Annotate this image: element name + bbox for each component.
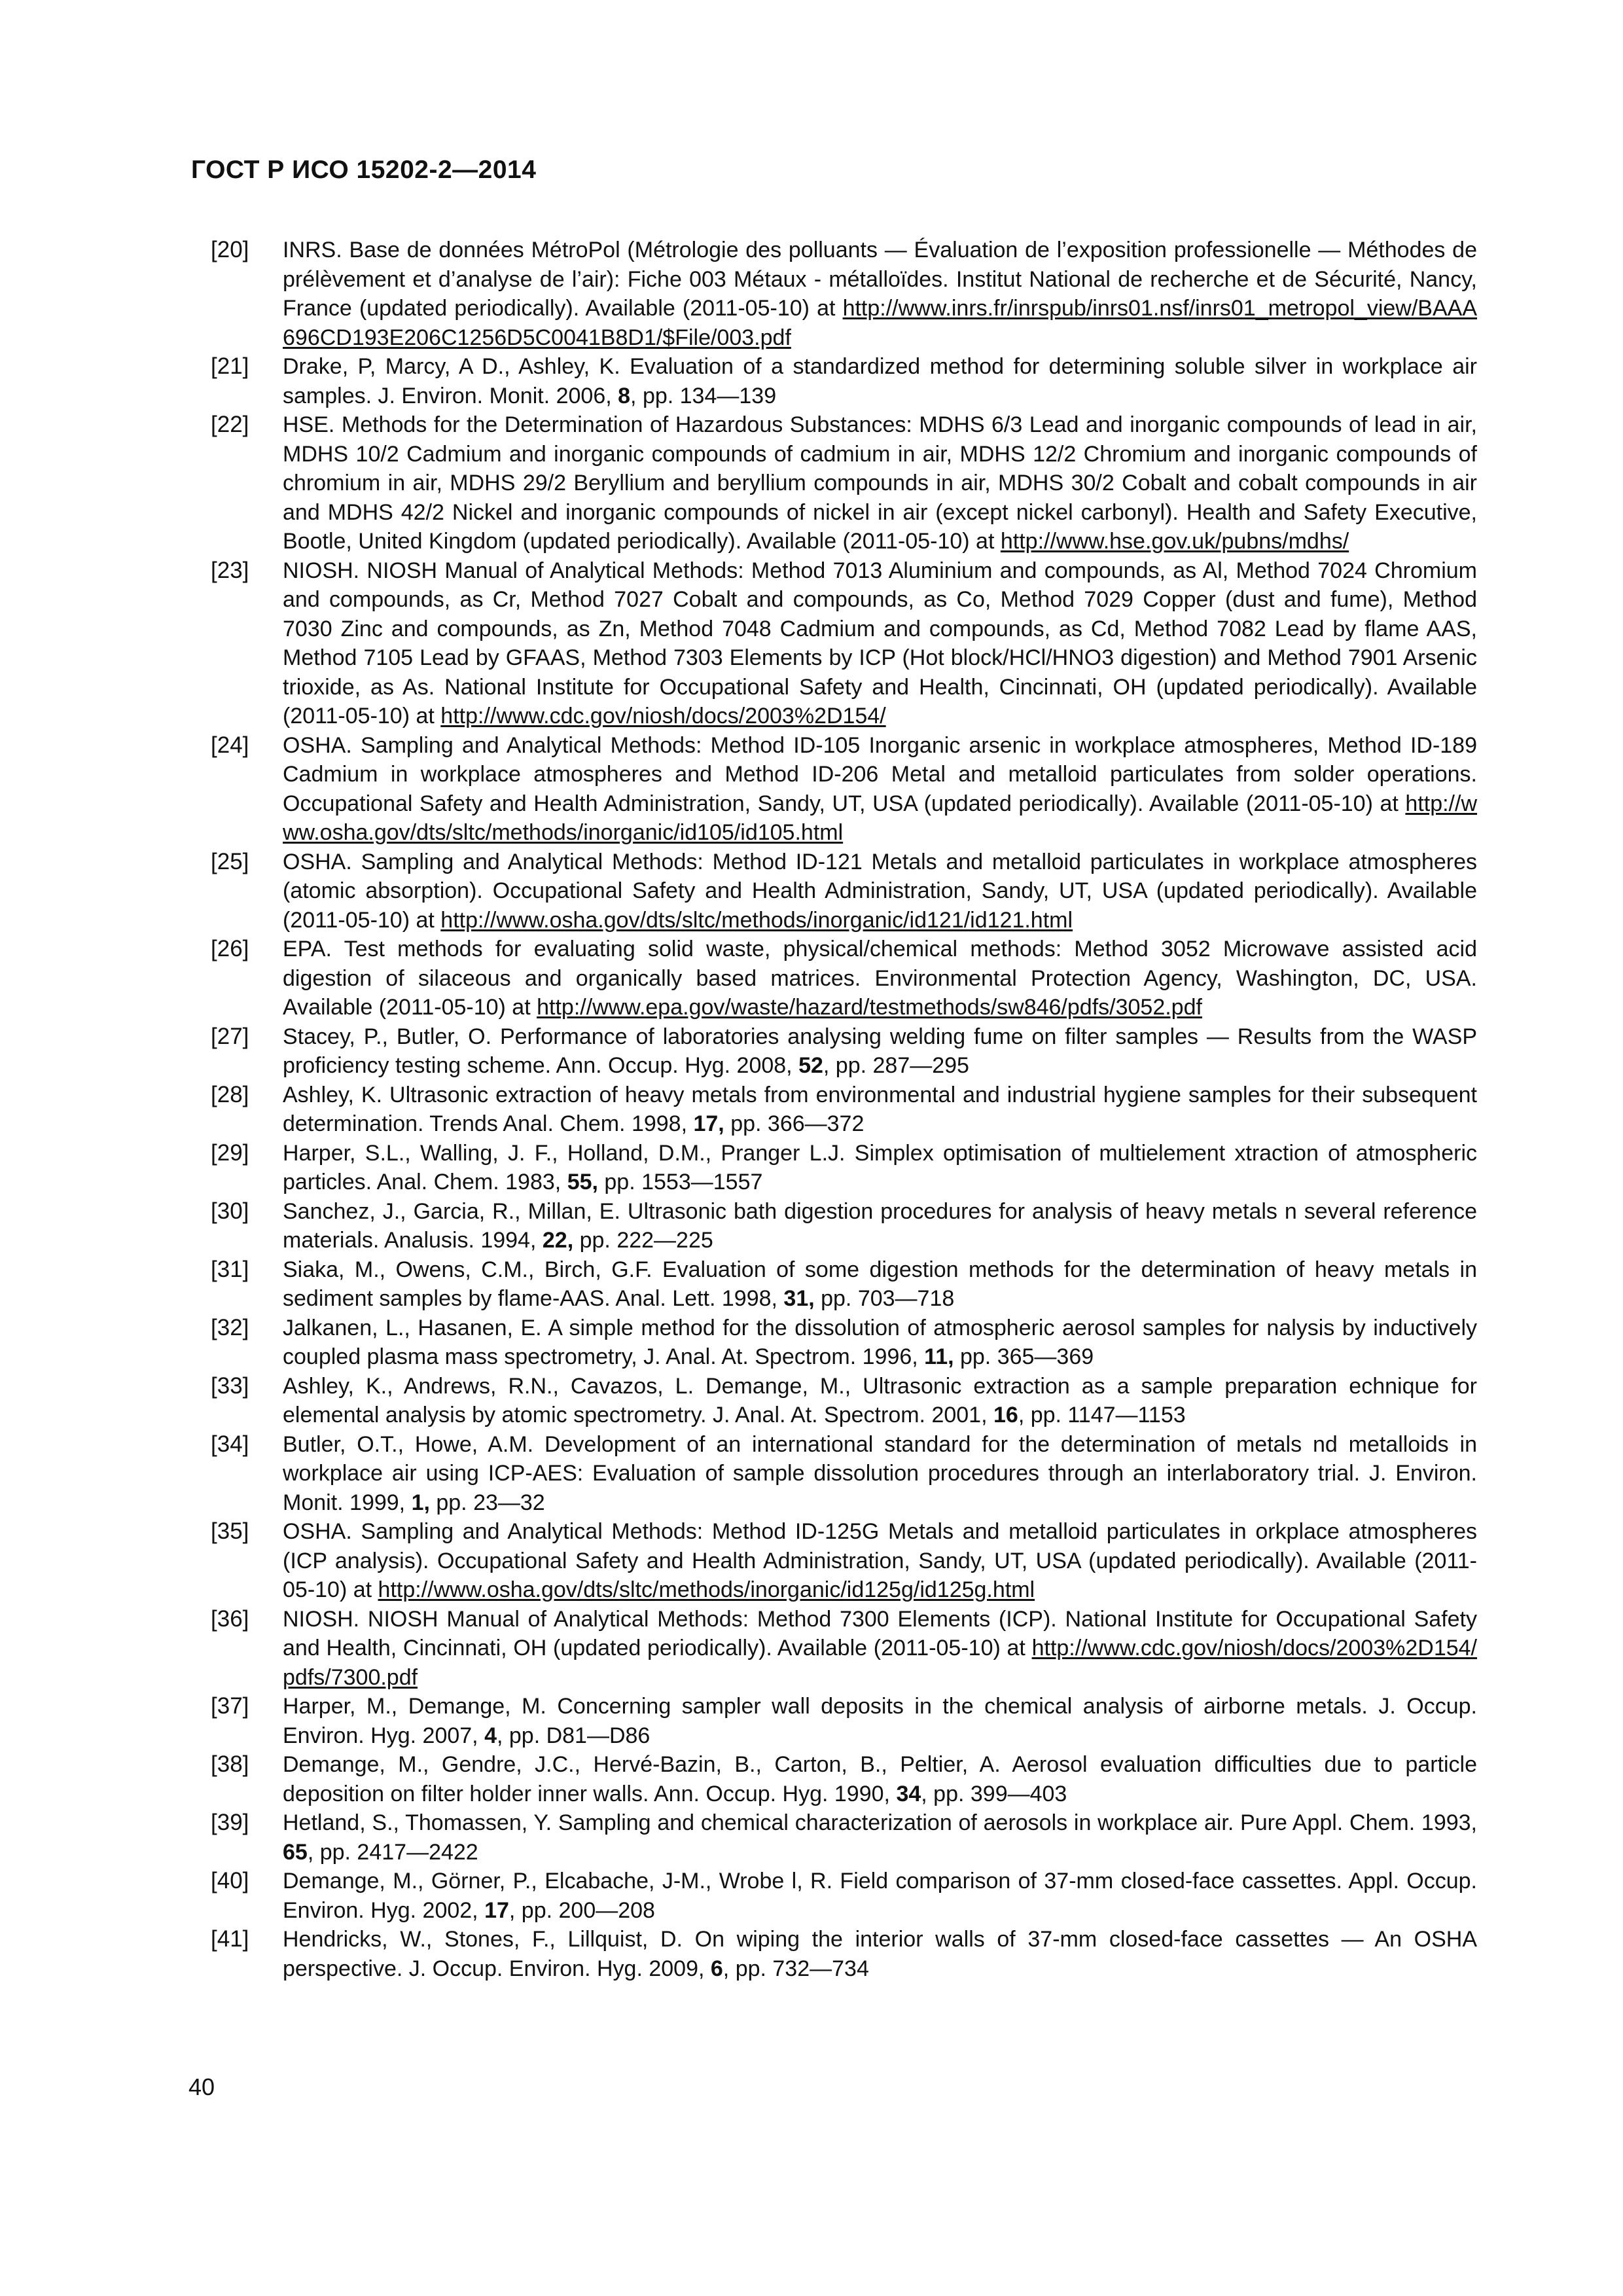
- volume-number: 16: [993, 1403, 1018, 1427]
- reference-number: [25]: [211, 848, 249, 874]
- reference-text: [283, 1808, 1477, 1867]
- reference-entry: [211, 848, 1477, 935]
- reference-entry: [211, 1692, 1477, 1750]
- reference-text: [283, 935, 1477, 1022]
- reference-entry: [211, 1197, 1477, 1255]
- volume-number: 17,: [693, 1111, 724, 1136]
- reference-entry: [211, 1081, 1477, 1139]
- reference-text-segment: Sanchez, J., Garcia, R., Millan, E. Ultrasonic bath digestion procedures for analysis of heavy metals n several reference materials. Analusis. 1994,: [283, 1198, 1477, 1253]
- reference-text-segment: , pp. D81—D86: [496, 1723, 651, 1748]
- reference-entry: [211, 1314, 1477, 1372]
- reference-number: [28]: [211, 1081, 249, 1107]
- reference-text-segment: , pp. 200—208: [508, 1897, 655, 1923]
- reference-number: [32]: [211, 1314, 249, 1340]
- volume-number: 11,: [924, 1344, 954, 1369]
- reference-entry: [211, 1022, 1477, 1081]
- reference-number: [23]: [211, 557, 249, 583]
- reference-link[interactable]: http://www.osha.gov/dts/sltc/methods/inorganic/id121/id121.html: [440, 907, 1073, 933]
- document-header: ГОСТ Р ИСО 15202-2—2014: [191, 156, 537, 184]
- reference-entry: [211, 1517, 1477, 1605]
- reference-entry: [211, 935, 1477, 1022]
- reference-text-segment: , pp. 399—403: [921, 1781, 1067, 1806]
- reference-text: [283, 1081, 1477, 1139]
- reference-text-segment: Jalkanen, L., Hasanen, E. A simple method for the dissolution of atmospheric aerosol samples for nalysis by inductively coupled plasma mass spectrometry, J. Anal. At. Spectrom. 1996,: [283, 1315, 1477, 1369]
- reference-text: [283, 1517, 1477, 1605]
- volume-number: 65: [283, 1839, 308, 1865]
- reference-text-segment: Drake, P, Marcy, A D., Ashley, K. Evaluation of a standardized method for determining soluble silver in workplace air samples. J. Environ. Monit. 2006,: [283, 354, 1477, 408]
- reference-text: [283, 1314, 1477, 1372]
- reference-entry: [211, 1430, 1477, 1518]
- reference-list: [211, 236, 1477, 1983]
- reference-text-segment: NIOSH. NIOSH Manual of Analytical Methods: Method 7300 Elements (ICP). National Institute for Occupational Safety and Health, Cincinnati, OH (updated periodically). Available (2011-05-10) at: [283, 1606, 1477, 1660]
- reference-entry: [211, 1750, 1477, 1808]
- reference-text-segment: pp. 23—32: [429, 1490, 545, 1515]
- reference-number: [40]: [211, 1868, 249, 1893]
- reference-entry: [211, 1255, 1477, 1314]
- reference-text: [283, 1372, 1477, 1430]
- reference-text: [283, 731, 1477, 848]
- reference-text-segment: pp. 366—372: [724, 1111, 865, 1136]
- volume-number: 34: [896, 1781, 921, 1806]
- reference-number: [33]: [211, 1372, 249, 1399]
- volume-number: 31,: [783, 1286, 815, 1311]
- reference-entry: [211, 1139, 1477, 1197]
- reference-link[interactable]: http://www.epa.gov/waste/hazard/testmethods/sw846/pdfs/3052.pdf: [537, 995, 1202, 1020]
- reference-number: [38]: [211, 1751, 249, 1777]
- reference-text-segment: pp. 365—369: [954, 1344, 1094, 1369]
- reference-link[interactable]: http://www.inrs.fr/inrspub/inrs01.nsf/inrs01_metropol_view/BAAA696CD193E206C1256D5C0041B8D1/$File/003.pdf: [283, 296, 1477, 350]
- reference-number: [24]: [211, 732, 249, 758]
- reference-number: [30]: [211, 1198, 249, 1224]
- reference-entry: [211, 352, 1477, 410]
- reference-text: [283, 1750, 1477, 1808]
- reference-text-segment: pp. 1553—1557: [597, 1170, 763, 1194]
- volume-number: 17: [484, 1897, 509, 1923]
- reference-text-segment: , pp. 134—139: [630, 383, 777, 408]
- reference-number: [37]: [211, 1693, 249, 1719]
- reference-text: [283, 1605, 1477, 1693]
- page-number: 40: [188, 2073, 215, 2100]
- reference-number: [27]: [211, 1023, 249, 1049]
- reference-entry: [211, 1867, 1477, 1925]
- reference-text: [283, 848, 1477, 935]
- reference-link[interactable]: http://www.hse.gov.uk/pubns/mdhs/: [1000, 529, 1349, 554]
- reference-text-segment: Ashley, K. Ultrasonic extraction of heavy metals from environmental and industrial hygiene samples for their subsequent determination. Trends Anal. Chem. 1998,: [283, 1082, 1477, 1136]
- reference-link[interactable]: http://www.cdc.gov/niosh/docs/2003%2D154/: [440, 704, 886, 728]
- reference-text-segment: Hetland, S., Thomassen, Y. Sampling and chemical characterization of aerosols in workplace air. Pure Appl. Chem. 1993,: [283, 1810, 1477, 1835]
- reference-text-segment: , pp. 732—734: [722, 1956, 869, 1981]
- reference-text-segment: , pp. 1147—1153: [1018, 1403, 1186, 1427]
- reference-number: [21]: [211, 353, 249, 379]
- reference-entry: [211, 731, 1477, 848]
- reference-text-segment: Hendricks, W., Stones, F., Lillquist, D. On wiping the interior walls of 37-mm closed-face cassettes — An OSHA perspective. J. Occup. Environ. Hyg. 2009,: [283, 1927, 1477, 1981]
- volume-number: 55,: [567, 1170, 598, 1194]
- reference-entry: [211, 1808, 1477, 1867]
- reference-text: [283, 236, 1477, 352]
- reference-number: [31]: [211, 1256, 249, 1282]
- reference-text-segment: OSHA. Sampling and Analytical Methods: Method ID-121 Metals and metalloid particulates in workplace atmospheres (atomic absorption). Occupational Safety and Health Administration, Sandy, UT, USA (updated periodically). Available (2011-05-10) at: [283, 849, 1477, 933]
- volume-number: 4: [484, 1723, 497, 1748]
- reference-number: [29]: [211, 1139, 249, 1166]
- reference-text: [283, 1925, 1477, 1983]
- reference-number: [26]: [211, 936, 249, 961]
- reference-number: [34]: [211, 1431, 249, 1457]
- reference-entry: [211, 556, 1477, 731]
- volume-number: 22,: [542, 1228, 574, 1253]
- reference-text: [283, 556, 1477, 731]
- reference-entry: [211, 1925, 1477, 1983]
- reference-text-segment: pp. 703—718: [814, 1286, 955, 1311]
- volume-number: 52: [798, 1053, 823, 1078]
- reference-text: [283, 352, 1477, 410]
- volume-number: 6: [710, 1956, 723, 1981]
- reference-text-segment: EPA. Test methods for evaluating solid waste, physical/chemical methods: Method 3052 Microwave assisted acid digestion of silaceous and organically based matrices. Environmental Protection Agency, Washington, DC, USA. Available (2011-05-10) at: [283, 937, 1477, 1020]
- reference-text-segment: INRS. Base de données MétroPol (Métrologie des polluants — Évaluation de l’exposition professionelle — Méthodes de prélèvement et d’analyse de l’air): Fiche 003 Métaux - métalloïdes. Institut National de recherche et de Sécurité, Nancy, France (updated periodically). Available (2011-05-10) at: [283, 238, 1477, 321]
- reference-text: [283, 1022, 1477, 1081]
- reference-text-segment: Siaka, M., Owens, C.M., Birch, G.F. Evaluation of some digestion methods for the determination of heavy metals in sediment samples by flame-AAS. Anal. Lett. 1998,: [283, 1257, 1477, 1311]
- reference-text: [283, 1867, 1477, 1925]
- reference-text-segment: pp. 222—225: [573, 1228, 713, 1253]
- volume-number: 1,: [411, 1490, 430, 1515]
- reference-link[interactable]: http://www.cdc.gov/niosh/docs/2003%2D154/pdfs/7300.pdf: [283, 1636, 1477, 1690]
- reference-number: [20]: [211, 237, 249, 262]
- reference-link[interactable]: http://www.osha.gov/dts/sltc/methods/inorganic/id125g/id125g.html: [378, 1577, 1035, 1602]
- reference-text: [283, 1139, 1477, 1197]
- reference-text: [283, 1255, 1477, 1314]
- reference-entry: [211, 410, 1477, 556]
- reference-text: [283, 410, 1477, 556]
- reference-text-segment: Ashley, K., Andrews, R.N., Cavazos, L. Demange, M., Ultrasonic extraction as a sample preparation echnique for elemental analysis by atomic spectrometry. J. Anal. At. Spectrom. 2001,: [283, 1373, 1477, 1427]
- reference-link[interactable]: http://www.osha.gov/dts/sltc/methods/inorganic/id105/id105.html: [283, 791, 1477, 845]
- reference-text-segment: Stacey, P., Butler, O. Performance of laboratories analysing welding fume on filter samples — Results from the WASP proficiency testing scheme. Ann. Occup. Hyg. 2008,: [283, 1024, 1477, 1078]
- reference-text-segment: Demange, M., Görner, P., Elcabache, J-M., Wrobe l, R. Field comparison of 37-mm closed-face cassettes. Appl. Occup. Environ. Hyg. 2002,: [283, 1869, 1477, 1923]
- reference-text: [283, 1197, 1477, 1255]
- reference-number: [22]: [211, 412, 249, 437]
- reference-text-segment: , pp. 287—295: [823, 1053, 969, 1078]
- reference-text-segment: HSE. Methods for the Determination of Hazardous Substances: MDHS 6/3 Lead and inorganic compounds of lead in air, MDHS 10/2 Cadmium and inorganic compounds of cadmium in air, MDHS 12/2 Chromium and inorganic compounds of chromium in air, MDHS 29/2 Beryllium and beryllium compounds in air, MDHS 30/2 Cobalt and cobalt compounds in air and MDHS 42/2 Nickel and inorganic compounds of nickel in air (except nickel carbonyl). Health and Safety Executive, Bootle, United Kingdom (updated periodically). Available (2011-05-10) at: [283, 412, 1477, 554]
- reference-entry: [211, 1372, 1477, 1430]
- reference-text: [283, 1692, 1477, 1750]
- reference-entry: [211, 1605, 1477, 1693]
- reference-text-segment: Harper, M., Demange, M. Concerning sampler wall deposits in the chemical analysis of airborne metals. J. Occup. Environ. Hyg. 2007,: [283, 1694, 1477, 1748]
- reference-number: [41]: [211, 1926, 249, 1952]
- reference-text-segment: Demange, M., Gendre, J.C., Hervé-Bazin, B., Carton, B., Peltier, A. Aerosol evaluation difficulties due to particle deposition on filter holder inner walls. Ann. Occup. Hyg. 1990,: [283, 1752, 1477, 1806]
- volume-number: 8: [618, 383, 631, 408]
- reference-number: [39]: [211, 1810, 249, 1835]
- reference-number: [35]: [211, 1518, 249, 1544]
- reference-text-segment: OSHA. Sampling and Analytical Methods: Method ID-105 Inorganic arsenic in workplace atmospheres, Method ID-189 Cadmium in workplace atmospheres and Method ID-206 Metal and metalloid particulates from solder operations. Occupational Safety and Health Administration, Sandy, UT, USA (updated periodically). Available (2011-05-10) at: [283, 732, 1477, 816]
- reference-text-segment: Butler, O.T., Howe, A.M. Development of an international standard for the determination of metals nd metalloids in workplace air using ICP-AES: Evaluation of sample dissolution procedures through an interlaboratory trial. J. Environ. Monit. 1999,: [283, 1431, 1477, 1515]
- reference-text-segment: , pp. 2417—2422: [307, 1839, 478, 1865]
- reference-entry: [211, 236, 1477, 352]
- reference-text-segment: NIOSH. NIOSH Manual of Analytical Methods: Method 7013 Aluminium and compounds, as Al, Method 7024 Chromium and compounds, as Cr, Method 7027 Cobalt and compounds, as Co, Method 7029 Copper (dust and fume), Method 7030 Zinc and compounds, as Zn, Method 7048 Cadmium and compounds, as Cd, Method 7082 Lead by flame AAS, Method 7105 Lead by GFAAS, Method 7303 Elements by ICP (Hot block/HCl/HNO3 digestion) and Method 7901 Arsenic trioxide, as As. National Institute for Occupational Safety and Health, Cincinnati, OH (updated periodically). Available (2011-05-10) at: [283, 558, 1477, 728]
- reference-number: [36]: [211, 1605, 249, 1632]
- reference-text-segment: OSHA. Sampling and Analytical Methods: Method ID-125G Metals and metalloid particulates in orkplace atmospheres (ICP analysis). Occupational Safety and Health Administration, Sandy, UT, USA (updated periodically). Available (2011-05-10) at: [283, 1519, 1477, 1602]
- reference-text: [283, 1430, 1477, 1518]
- reference-text-segment: Harper, S.L., Walling, J. F., Holland, D.M., Pranger L.J. Simplex optimisation of multielement xtraction of atmospheric particles. Anal. Chem. 1983,: [283, 1140, 1477, 1194]
